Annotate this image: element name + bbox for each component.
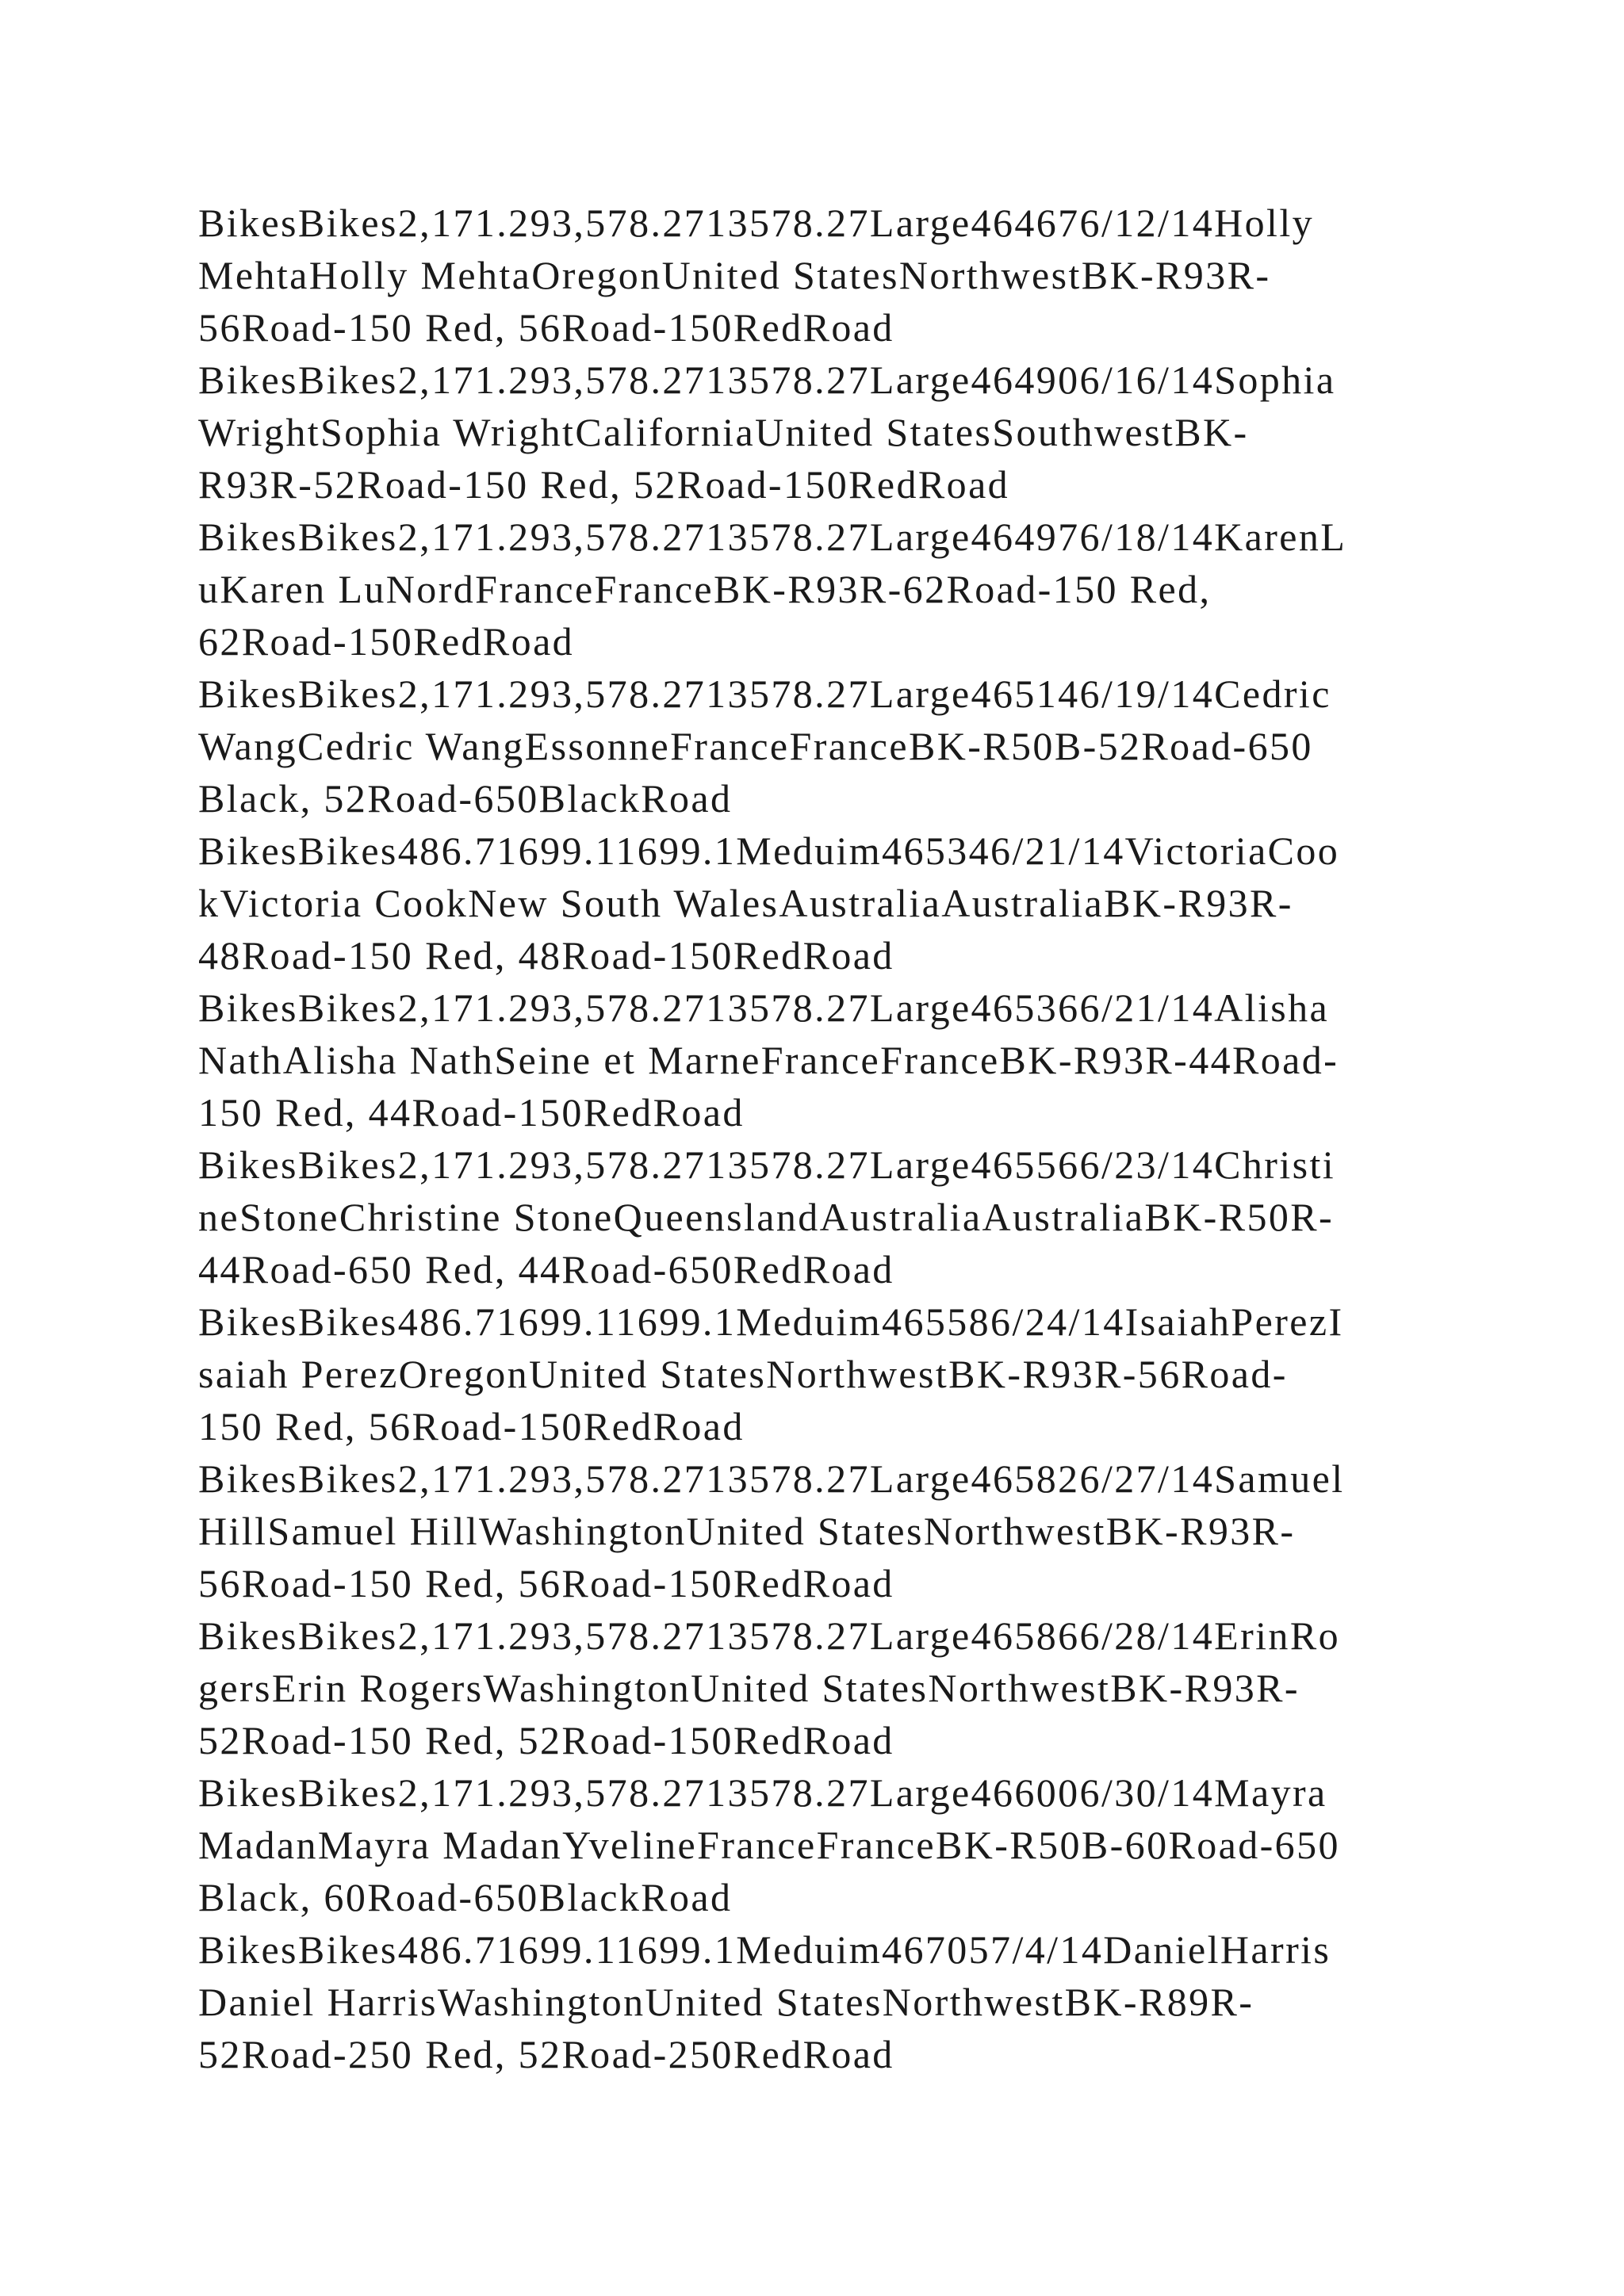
text-line: Black, 60Road-650BlackRoad [198, 1875, 733, 1919]
text-line: 150 Red, 44Road-150RedRoad [198, 1090, 745, 1135]
text-line: saiah PerezOregonUnited StatesNorthwestBK-R93R-56Road- [198, 1352, 1288, 1396]
text-line: BikesBikes2,171.293,578.2713578.27Large465566/23/14Christi [198, 1142, 1336, 1187]
text-line: uKaren LuNordFranceFranceBK-R93R-62Road-150 Red, [198, 567, 1212, 611]
text-line: NathAlisha NathSeine et MarneFranceFranceBK-R93R-44Road- [198, 1038, 1339, 1082]
text-line: BikesBikes2,171.293,578.2713578.27Large464906/16/14Sophia [198, 358, 1336, 402]
text-line: BikesBikes2,171.293,578.2713578.27Large464676/12/14Holly [198, 201, 1315, 245]
text-line: 56Road-150 Red, 56Road-150RedRoad [198, 305, 894, 350]
text-line: BikesBikes2,171.293,578.2713578.27Large465146/19/14Cedric [198, 672, 1331, 716]
text-line: 56Road-150 Red, 56Road-150RedRoad [198, 1561, 894, 1605]
text-line: 62Road-150RedRoad [198, 619, 575, 664]
text-line: 150 Red, 56Road-150RedRoad [198, 1404, 745, 1448]
text-line: BikesBikes486.71699.11699.1Meduim465586/24/14IsaiahPerezI [198, 1299, 1344, 1344]
document-body-text [198, 197, 1467, 2080]
text-line: kVictoria CookNew South WalesAustraliaAustraliaBK-R93R- [198, 881, 1293, 925]
text-line: R93R-52Road-150 Red, 52Road-150RedRoad [198, 462, 1010, 507]
text-line: 52Road-250 Red, 52Road-250RedRoad [198, 2032, 894, 2076]
text-line: HillSamuel HillWashingtonUnited StatesNorthwestBK-R93R- [198, 1509, 1296, 1553]
text-line: neStoneChristine StoneQueenslandAustraliaAustraliaBK-R50R- [198, 1195, 1335, 1239]
text-line: BikesBikes486.71699.11699.1Meduim465346/21/14VictoriaCoo [198, 828, 1340, 873]
text-line: Black, 52Road-650BlackRoad [198, 776, 733, 821]
text-line: 52Road-150 Red, 52Road-150RedRoad [198, 1718, 894, 1762]
text-line: BikesBikes2,171.293,578.2713578.27Large465826/27/14Samuel [198, 1456, 1345, 1501]
text-line: Daniel HarrisWashingtonUnited StatesNorthwestBK-R89R- [198, 1980, 1254, 2024]
text-line: 48Road-150 Red, 48Road-150RedRoad [198, 933, 894, 978]
text-line: 44Road-650 Red, 44Road-650RedRoad [198, 1247, 894, 1292]
text-line: BikesBikes2,171.293,578.2713578.27Large465366/21/14Alisha [198, 985, 1330, 1030]
text-line: WangCedric WangEssonneFranceFranceBK-R50B-52Road-650 [198, 724, 1313, 768]
text-line: gersErin RogersWashingtonUnited StatesNorthwestBK-R93R- [198, 1666, 1300, 1710]
text-line: BikesBikes2,171.293,578.2713578.27Large464976/18/14KarenL [198, 515, 1347, 559]
text-line: BikesBikes2,171.293,578.2713578.27Large465866/28/14ErinRo [198, 1613, 1340, 1658]
text-line: BikesBikes2,171.293,578.2713578.27Large466006/30/14Mayra [198, 1770, 1327, 1815]
text-line: BikesBikes486.71699.11699.1Meduim467057/4/14DanielHarris [198, 1927, 1331, 1972]
text-line: MadanMayra MadanYvelineFranceFranceBK-R50B-60Road-650 [198, 1823, 1340, 1867]
text-line: MehtaHolly MehtaOregonUnited StatesNorthwestBK-R93R- [198, 253, 1271, 297]
text-line: WrightSophia WrightCaliforniaUnited StatesSouthwestBK- [198, 410, 1249, 454]
